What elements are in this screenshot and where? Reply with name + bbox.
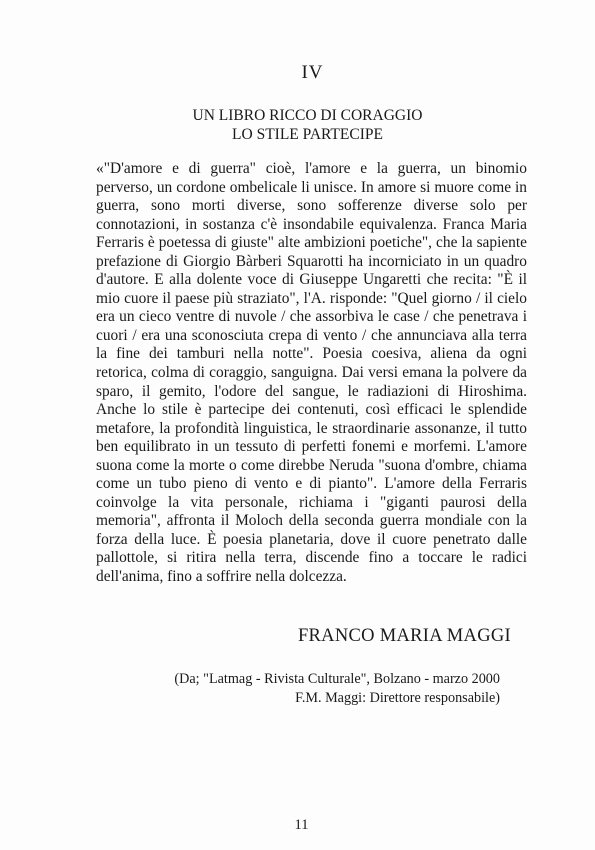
heading-line-1: UN LIBRO RICCO DI CORAGGIO (192, 107, 423, 124)
section-heading (0, 106, 595, 144)
source-citation-line-2: F.M. Maggi: Direttore responsabile) (295, 690, 500, 706)
review-body-text: «"D'amore e di guerra" cioè, l'amore e la guerra, un binomio perverso, un cordone ombelicale li unisce. In amore si muore come in guerra, sono morti diverse, sono sofferenze diverse solo per connotazioni, in sostanza c'è insondabile equivalenza. Franca Maria Ferraris è poetessa di giuste" alte ambizioni poetiche", che la sapiente prefazione di Giorgio Bàrberi Squarotti ha incorniciato in un quadro d'autore. E alla dolente voce di Giuseppe Ungaretti che recita: "È il mio cuore il paese più straziato", l'A. risponde: "Quel giorno / il cielo era un cieco ventre di nuvole / che assorbiva le case / che penetrava i cuori / era una sconosciuta crepa di vento / che annunciava alla terra la fine dei tamburi nella notte". Poesia coesiva, aliena da ogni retorica, colma di coraggio, sanguigna. Dai versi emana la polvere da sparo, il gemito, l'odore del sangue, le radiazioni di Hiroshima. Anche lo stile è partecipe dei contenuti, così efficaci le splendide metafore, la profondità linguistica, le straordinarie assonanze, il tutto ben equilibrato in un tessuto di perfetti fonemi e morfemi. L'amore suona come la morte o come direbbe Neruda "suona d'ombre, chiama come un tubo pieno di vento e di pianto". L'amore della Ferraris coinvolge la vita personale, richiama i "giganti paurosi della memoria", affronta il Moloch della seconda guerra mondiale con la forza della luce. È poesia planetaria, dove il cuore penetrato dalle pallottole, si ritira nella terra, discende fino a toccare le radici dell'anima, fino a soffrire nella dolcezza. (96, 160, 527, 586)
source-citation-line-1: (Da; "Latmag - Rivista Culturale", Bolzano - marzo 2000 (174, 671, 500, 687)
page-number: 11 (294, 817, 309, 833)
chapter-number: IV (301, 62, 324, 83)
author-signature: FRANCO MARIA MAGGI (297, 626, 511, 646)
source-citation (174, 670, 500, 708)
heading-line-2: LO STILE PARTECIPE (232, 126, 383, 143)
